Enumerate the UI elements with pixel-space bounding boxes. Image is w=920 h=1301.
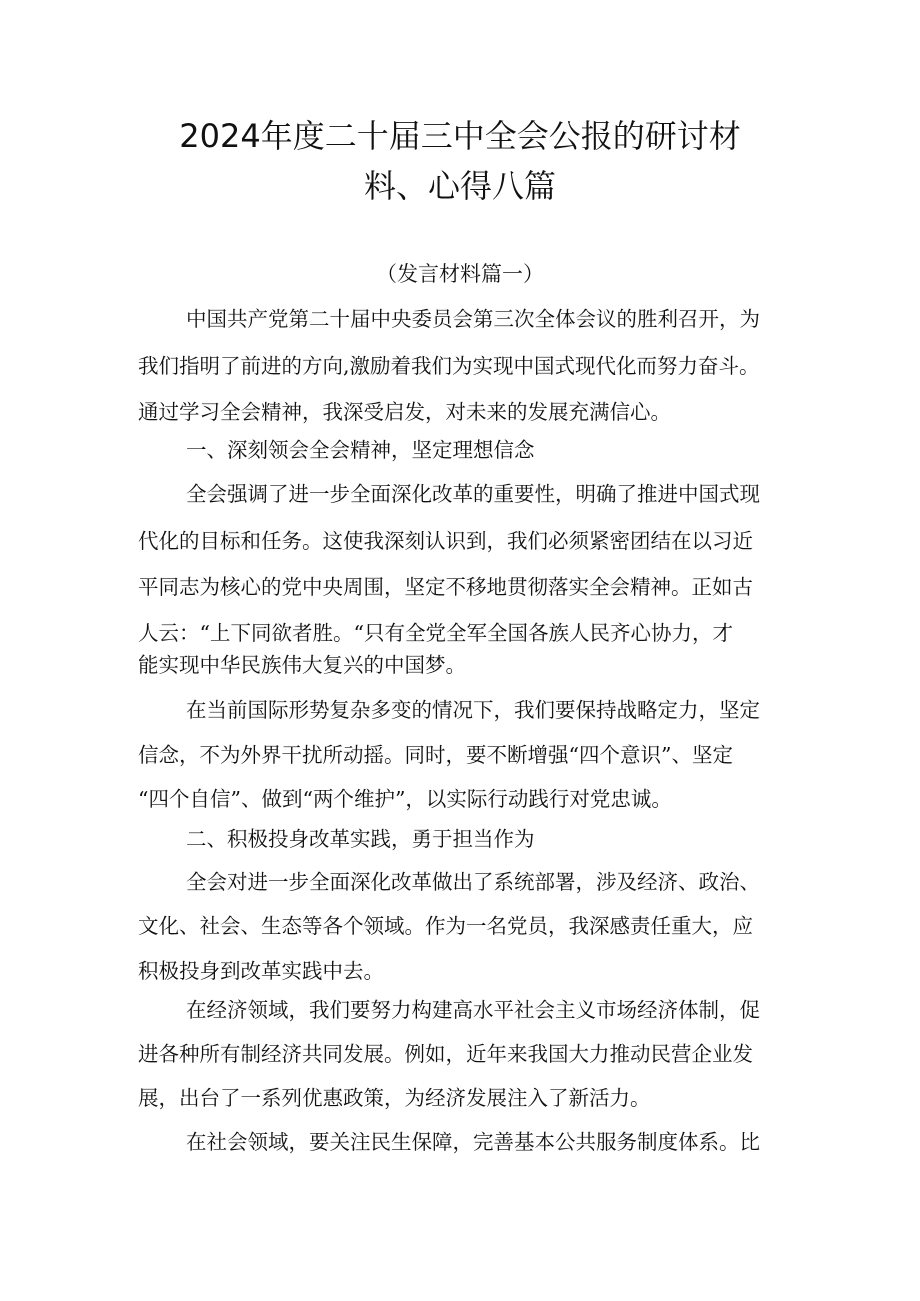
- document-title-line-1: 2024年度二十届三中全会公报的研讨材: [179, 117, 741, 155]
- paragraph-line: 人云：“上下同欲者胜。“只有全党全军全国各族人民齐心协力，才: [138, 621, 733, 645]
- paragraph-line: 文化、社会、生态等各个领域。作为一名党员，我深感责任重大，应: [138, 914, 753, 938]
- paragraph-line: 全会对进一步全面深化改革做出了系统部署，涉及经济、政治、: [186, 870, 760, 894]
- paragraph-line: 能实现中华民族伟大复兴的中国梦。: [138, 653, 466, 677]
- paragraph-line: 在当前国际形势复杂多变的情况下，我们要保持战略定力，坚定: [186, 698, 760, 722]
- paragraph-line: 展，出台了一系列优惠政策，为经济发展注入了新活力。: [138, 1086, 651, 1110]
- paragraph-line: 我们指明了前进的方向,激励着我们为实现中国式现代化而努力奋斗。: [138, 354, 760, 378]
- section-heading-1: 一、深刻领会全会精神，坚定理想信念: [186, 438, 535, 462]
- paragraph-line: 全会强调了进一步全面深化改革的重要性，明确了推进中国式现: [186, 482, 760, 506]
- paragraph-line: 中国共产党第二十届中央委员会第三次全体会议的胜利召开，为: [186, 307, 760, 331]
- paragraph-line: 在社会领域，要关注民生保障，完善基本公共服务制度体系。比: [186, 1130, 760, 1154]
- section-subtitle: （发言材料篇一）: [376, 262, 544, 286]
- section-heading-2: 二、积极投身改革实践，勇于担当作为: [186, 827, 535, 851]
- paragraph-line: 信念，不为外界干扰所动摇。同时，要不断增强“四个意识”、坚定: [138, 743, 733, 767]
- paragraph-line: 通过学习全会精神，我深受启发，对未来的发展充满信心。: [138, 400, 671, 424]
- paragraph-line: 积极投身到改革实践中去。: [138, 959, 384, 983]
- paragraph-line: 在经济领域，我们要努力构建高水平社会主义市场经济体制，促: [186, 998, 760, 1022]
- paragraph-line: 平同志为核心的党中央周围，坚定不移地贯彻落实全会精神。正如古: [138, 575, 753, 599]
- paragraph-line: “四个自信”、做到“两个维护”，以实际行动践行对党忠诚。: [138, 787, 672, 811]
- paragraph-line: 进各种所有制经济共同发展。例如，近年来我国大力推动民营企业发: [138, 1042, 753, 1066]
- document-title-line-2: 料、心得八篇: [363, 167, 556, 205]
- paragraph-line: 代化的目标和任务。这使我深刻认识到，我们必须紧密团结在以习近: [138, 529, 753, 553]
